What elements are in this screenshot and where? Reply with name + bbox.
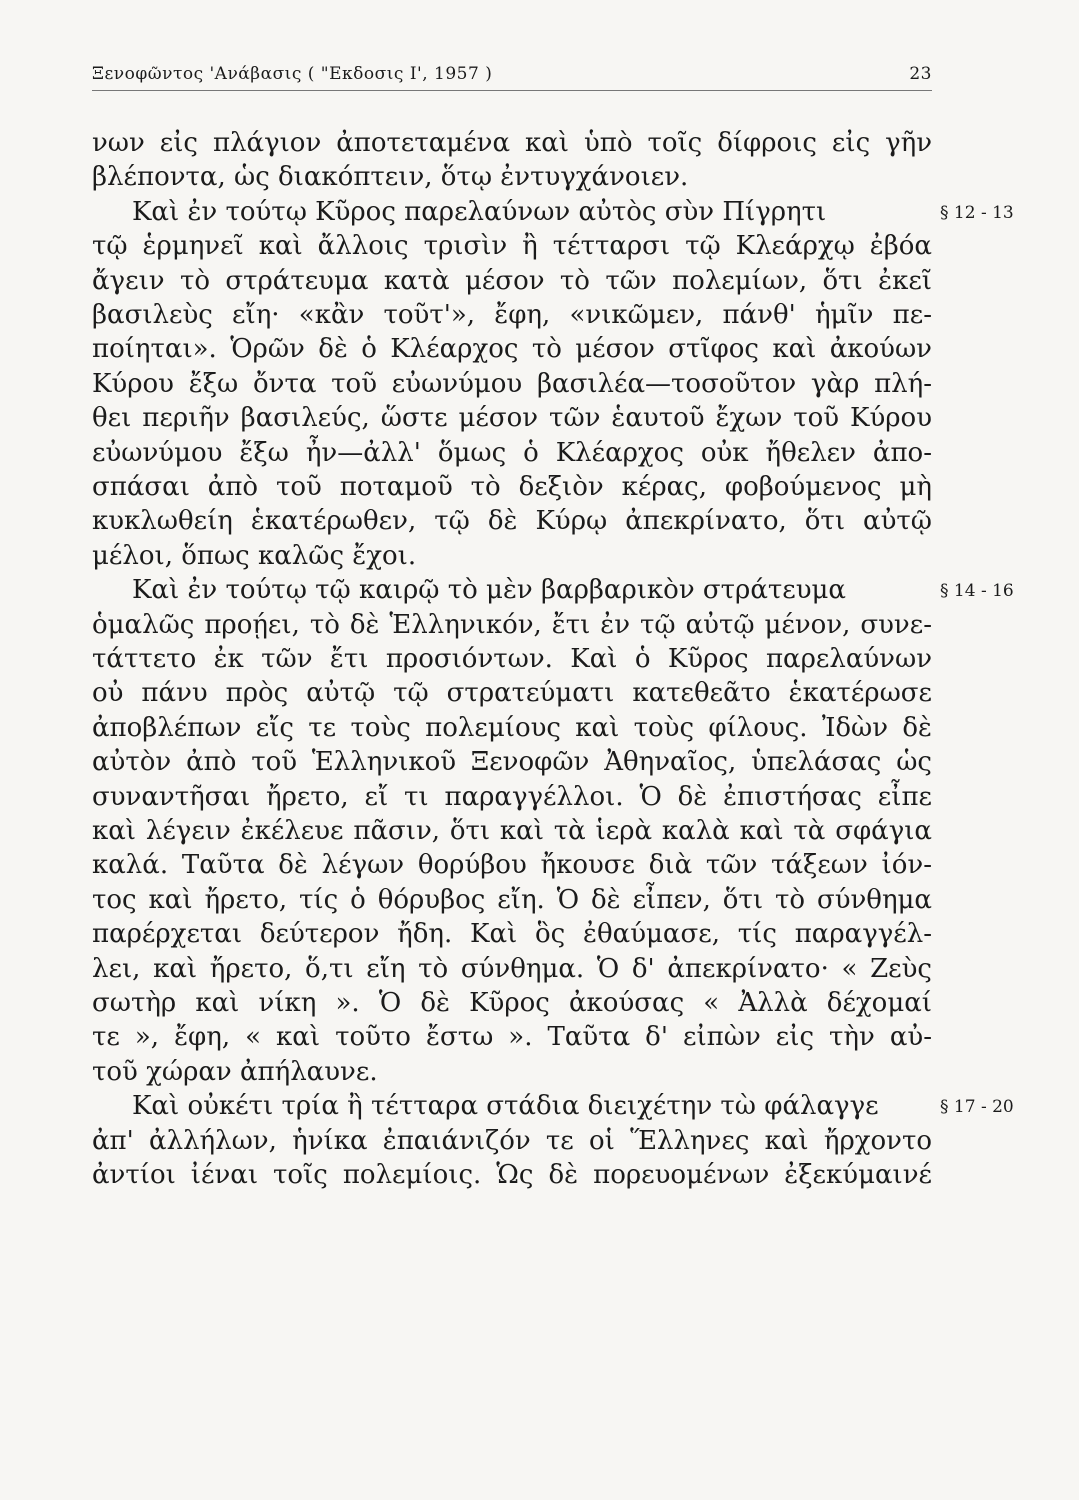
text-line: εὐωνύμου ἔξω ἦν—ἀλλ' ὅμως ὁ Κλέαρχος οὐκ ἤθελεν ἀπο-: [92, 437, 932, 468]
text-line: βασιλεὺς εἴη· «κἂν τοῦτ'», ἔφη, «νικῶμεν, πάνθ' ἡμῖν πε-: [92, 300, 932, 330]
text-line: θει περιῆν βασιλεύς, ὥστε μέσον τῶν ἑαυτοῦ ἔχων τοῦ Κύρου: [92, 403, 932, 434]
running-head: [92, 60, 932, 91]
text-line: τῷ ἑρμηνεῖ καὶ ἄλλοις τρισὶν ἢ τέτταρσι τῷ Κλεάρχῳ ἐβόα: [92, 231, 932, 262]
text-line: Κύρου ἔξω ὄντα τοῦ εὐωνύμου βασιλέα—τοσοῦτον γὰρ πλή-: [92, 368, 932, 399]
text-line: μέλοι, ὅπως καλῶς ἔχοι.: [92, 540, 417, 571]
text-line: βλέποντα, ὡς διακόπτειν, ὅτῳ ἐντυγχάνοιεν.: [92, 162, 689, 193]
text-line: αὐτὸν ἀπὸ τοῦ Ἑλληνικοῦ Ξενοφῶν Ἀθηναῖος, ὑπελάσας ὡς: [92, 747, 932, 778]
text-line: Καὶ ἐν τούτῳ Κῦρος παρελαύνων αὐτὸς σὺν Πίγρητι: [132, 196, 827, 227]
text-line: τοῦ χώραν ἀπήλαυνε.: [92, 1056, 378, 1087]
text-line: ἄγειν τὸ στράτευμα κατὰ μέσον τὸ τῶν πολεμίων, ὅτι ἐκεῖ: [92, 265, 932, 296]
text-line: ἀπ' ἀλλήλων, ἡνίκα ἐπαιάνιζόν τε οἱ Ἕλληνες καὶ ἤρχοντο: [92, 1125, 932, 1156]
section-reference: § 17 - 20: [940, 1097, 1014, 1118]
text-line: Καὶ οὐκέτι τρία ἢ τέτταρα στάδια διειχέτην τὼ φάλαγγε: [132, 1091, 879, 1122]
text-line: τε », ἔφη, « καὶ τοῦτο ἔστω ». Ταῦτα δ' εἰπὼν εἰς τὴν αὐ-: [92, 1022, 932, 1053]
text-line: οὐ πάνυ πρὸς αὐτῷ τῷ στρατεύματι κατεθεᾶτο ἑκατέρωσε: [92, 678, 932, 709]
text-line: τος καὶ ἤρετο, τίς ὁ θόρυβος εἴη. Ὁ δὲ εἶπεν, ὅτι τὸ σύνθημα: [92, 884, 932, 915]
running-head-title: Ξενοφῶντος 'Ανάβασις ( "Εκδοσις Ι', 1957 ): [92, 64, 493, 84]
text-line: κυκλωθείη ἑκατέρωθεν, τῷ δὲ Κύρῳ ἀπεκρίνατο, ὅτι αὐτῷ: [92, 506, 932, 537]
text-line: ἀποβλέπων εἴς τε τοὺς πολεμίους καὶ τοὺς φίλους. Ἰδὼν δὲ: [92, 712, 932, 743]
page-number: 23: [909, 64, 932, 84]
text-line: ὁμαλῶς προῄει, τὸ δὲ Ἑλληνικόν, ἔτι ἐν τῷ αὐτῷ μένον, συνε-: [92, 609, 932, 640]
text-line: παρέρχεται δεύτερον ἤδη. Καὶ ὃς ἐθαύμασε, τίς παραγγέλ-: [92, 919, 932, 950]
text-line: τάττετο ἐκ τῶν ἔτι προσιόντων. Καὶ ὁ Κῦρος παρελαύνων: [92, 644, 932, 674]
text-line: συναντῆσαι ἤρετο, εἴ τι παραγγέλλοι. Ὁ δὲ ἐπιστήσας εἶπε: [92, 781, 932, 812]
text-line: ἀντίοι ἰέναι τοῖς πολεμίοις. Ὡς δὲ πορευομένων ἐξεκύμαινέ: [92, 1160, 932, 1190]
text-line: σπάσαι ἀπὸ τοῦ ποταμοῦ τὸ δεξιὸν κέρας, φοβούμενος μὴ: [92, 472, 932, 502]
text-line: νων εἰς πλάγιον ἀποτεταμένα καὶ ὑπὸ τοῖς δίφροις εἰς γῆν: [92, 128, 932, 158]
text-line: σωτὴρ καὶ νίκη ». Ὁ δὲ Κῦρος ἀκούσας « Ἀλλὰ δέχομαί: [92, 988, 932, 1018]
section-reference: § 14 - 16: [940, 581, 1014, 602]
section-reference: § 12 - 13: [940, 202, 1014, 223]
text-line: καὶ λέγειν ἐκέλευε πᾶσιν, ὅτι καὶ τὰ ἱερὰ καλὰ καὶ τὰ σφάγια: [92, 816, 932, 846]
text-line: λει, καὶ ἤρετο, ὅ,τι εἴη τὸ σύνθημα. Ὁ δ' ἀπεκρίνατο· « Ζεὺς: [92, 953, 932, 984]
text-line: ποίηται». Ὁρῶν δὲ ὁ Κλέαρχος τὸ μέσον στῖφος καὶ ἀκούων: [92, 334, 932, 365]
text-line: Καὶ ἐν τούτῳ τῷ καιρῷ τὸ μὲν βαρβαρικὸν στράτευμα: [132, 575, 846, 606]
text-line: καλά. Ταῦτα δὲ λέγων θορύβου ἤκουσε διὰ τῶν τάξεων ἰόν-: [92, 850, 932, 881]
